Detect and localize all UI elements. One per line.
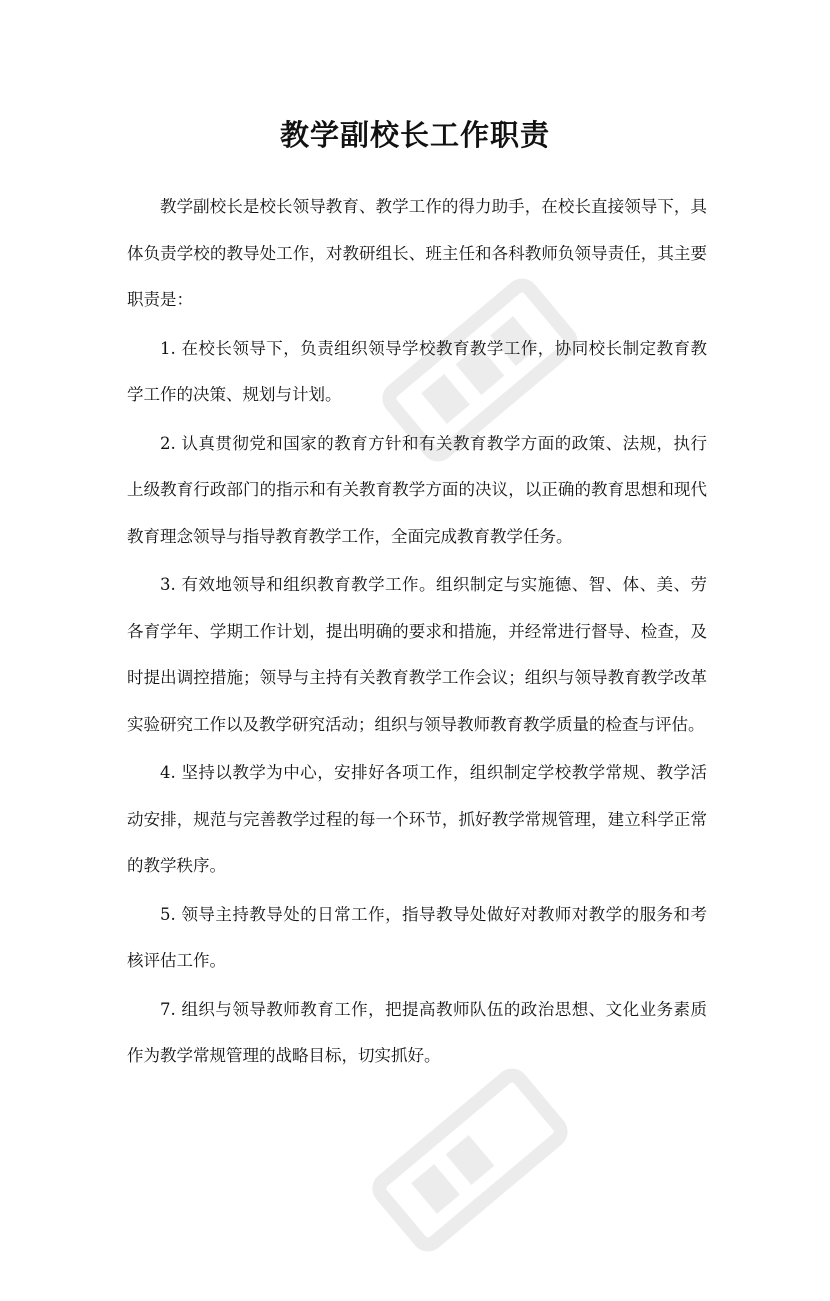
duty-item-7: 7. 组织与领导教师教育工作，把提高教师队伍的政治思想、文化业务素质作为教学常规管理的战略目标，切实抓好。 <box>127 999 707 1065</box>
duty-item-3: 3. 有效地领导和组织教育教学工作。组织制定与实施德、智、体、美、劳各育学年、学期工作计划，提出明确的要求和措施，并经常进行督导、检查，及时提出调控措施；领导与主持有关教育教学工作会议；组织与领导教育教学改革实验研究工作以及教学研究活动；组织与领导教师教育教学质量的检查与评估。 <box>127 575 707 734</box>
duty-item-4: 4. 坚持以教学为中心，安排好各项工作，组织制定学校教学常规、教学活动安排，规范与完善教学过程的每一个环节，抓好教学常规管理，建立科学正常的教学秩序。 <box>127 763 707 875</box>
page-title: 教学副校长工作职责 <box>279 118 550 152</box>
duty-item-2: 2. 认真贯彻党和国家的教育方针和有关教育教学方面的政策、法规，执行上级教育行政部门的指示和有关教育教学方面的决议，以正确的教育思想和现代教育理念领导与指导教育教学工作，全面完成教育教学任务。 <box>127 433 707 546</box>
document-body <box>127 184 707 1082</box>
intro-paragraph: 教学副校长是校长领导教育、教学工作的得力助手，在校长直接领导下，具体负责学校的教导处工作，对教研组长、班主任和各科教师负领导责任，其主要职责是： <box>127 197 707 309</box>
duty-item-5: 5. 领导主持教导处的日常工作，指导教导处做好对教师对教学的服务和考核评估工作。 <box>127 904 707 970</box>
duty-item-1: 1. 在校长领导下，负责组织领导学校教育教学工作，协同校长制定教育教学工作的决策、规划与计划。 <box>127 338 707 404</box>
